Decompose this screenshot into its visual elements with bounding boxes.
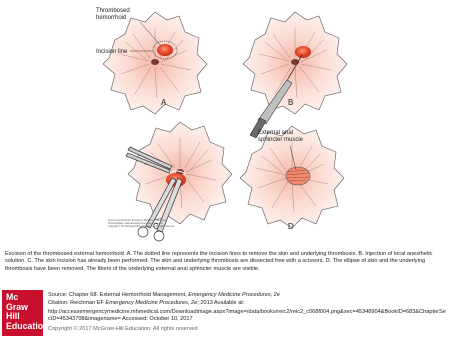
panel-label-b: B	[288, 98, 294, 107]
panel-c-drawing	[128, 122, 232, 224]
publisher-logo: Mc Graw Hill Education	[2, 290, 43, 336]
label-incision-line: Incision line	[96, 49, 128, 55]
copyright-notice: Copyright © 2017 McGraw-Hill Education. All rights reserved	[48, 326, 198, 332]
panel-label-d: D	[288, 222, 294, 231]
citation-url[interactable]: http://accessemergencymedicine.mhmedical.com/Downloadimage.aspx?image=/data/books/reic2/reic2_c068f004.png&sec=45348904&BookID=683&ChapterSecID=45343708&imagename= Accessed: October 10, 2017	[48, 308, 446, 323]
svg-text:Second Edition: www.accessemer: Second Edition: www.accessemergencymedicine.com	[108, 223, 163, 225]
svg-text:Source: Reichman EF: Emergency: Source: Reichman EF: Emergency Medicine Procedures,	[108, 220, 167, 222]
thrombosed-hemorrhoid	[157, 44, 173, 56]
panel-b-drawing	[243, 12, 347, 114]
svg-text:Copyright © The McGraw-Hill Co: Copyright © The McGraw-Hill Companies, Inc. All rights reserved.	[108, 226, 175, 228]
panel-label-a: A	[161, 98, 167, 107]
label-thrombosed-hemorrhoid: Thrombosed hemorrhoid	[96, 8, 130, 21]
panel-a-drawing	[103, 12, 207, 114]
source-citation	[48, 292, 446, 324]
figure-caption: Excision of the thrombosed external hemorrhoid. A. The dotted line represents the incision lines to remove the skin and underlying thrombosis. B. Injection of local anesthetic solution. C. The skin incision has already been performed. The skin and underlying thrombosis are dissected free with a scissors. D. The ellipse of skin and the underlying thrombosis have been removed. The fibers of the underlying external anal sphincter muscle are visible.	[5, 251, 433, 272]
source-line: Source: Chapter 68. External Hemorrhoid Management, Emergency Medicine Procedures, 2e	[48, 292, 280, 298]
panel-label-c: C	[153, 222, 159, 231]
excision-site	[286, 167, 310, 185]
label-external-sphincter: External anal sphincter muscle	[258, 130, 304, 143]
citation-line: Citation: Reichman EF Emergency Medicine Procedures, 2e; 2013 Available at:	[48, 300, 245, 307]
